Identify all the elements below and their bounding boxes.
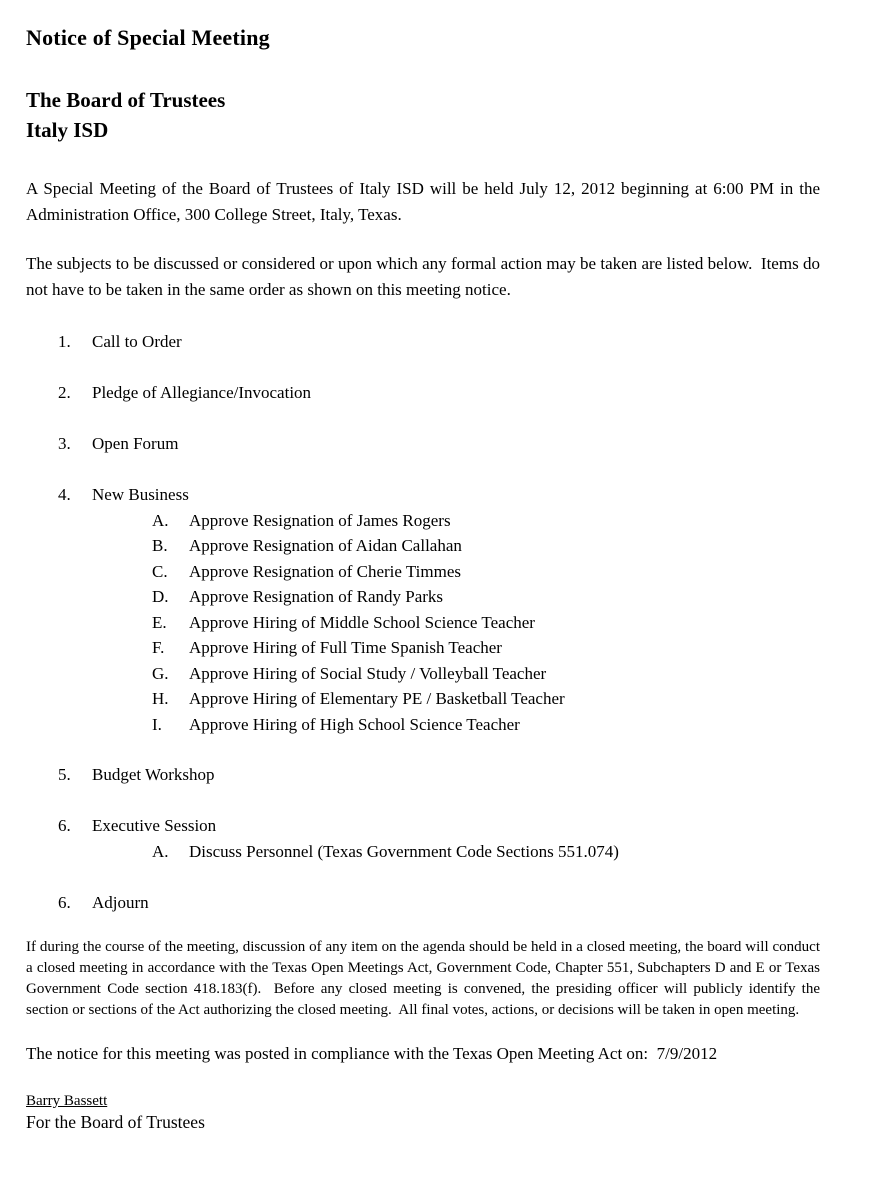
agenda-item-adjourn xyxy=(26,890,820,916)
agenda-subitem-letter: E. xyxy=(152,612,167,632)
agenda-subitem xyxy=(92,559,820,585)
agenda-subitem-text: Approve Resignation of Randy Parks xyxy=(189,587,444,607)
agenda-subitem-text: Approve Hiring of Middle School Science Teacher xyxy=(189,612,535,632)
agenda-subitem xyxy=(92,533,820,559)
agenda-subitem-letter: G. xyxy=(152,663,169,683)
agenda-subitem xyxy=(92,610,820,636)
agenda-item-label: Pledge of Allegiance/Invocation xyxy=(92,382,312,402)
agenda-item-label: Executive Session xyxy=(92,816,217,836)
agenda-item-number: 6. xyxy=(58,892,71,912)
agenda-subitem-text: Approve Resignation of Aidan Callahan xyxy=(189,536,462,556)
agenda-item-number: 5. xyxy=(58,765,71,785)
agenda-item-label: Call to Order xyxy=(92,331,182,351)
agenda-item-call-to-order xyxy=(26,329,820,355)
agenda-item-number: 4. xyxy=(58,484,71,504)
agenda-item-budget-workshop xyxy=(26,762,820,788)
agenda-item-number: 1. xyxy=(58,331,71,351)
agenda-subitem xyxy=(92,635,820,661)
agenda-item-number: 2. xyxy=(58,382,71,402)
organization-header xyxy=(26,85,820,145)
agenda-subitem-letter: D. xyxy=(152,587,169,607)
agenda-item-open-forum xyxy=(26,431,820,457)
signature-block xyxy=(26,1092,820,1134)
agenda-subitem-letter: A. xyxy=(152,510,169,530)
closed-meeting-paragraph: If during the course of the meeting, discussion of any item on the agenda should be held in a closed meeting, the board will conduct a closed meeting in accordance with the Texas Open Meetings Act, Government Code, Chapter 551, Subchapters D and E or Texas Government Code section 418.183(f). Before any closed meeting is convened, the presiding officer will publicly identify the section or sections of the Act authorizing the closed meeting. All final votes, actions, or decisions will be taken in open meeting. xyxy=(26,938,820,1018)
posted-notice-paragraph: The notice for this meeting was posted in compliance with the Texas Open Meeting Act on: 7/9/2012 xyxy=(26,1043,718,1063)
executive-session-sublist xyxy=(92,839,820,865)
agenda-item-label: New Business xyxy=(92,484,189,504)
agenda-subitem-letter: C. xyxy=(152,561,168,581)
agenda-subitem-text: Approve Resignation of James Rogers xyxy=(189,510,451,530)
agenda-list xyxy=(26,329,820,916)
page-title: Notice of Special Meeting xyxy=(26,24,270,50)
agenda-subitem xyxy=(92,661,820,687)
district-name: Italy ISD xyxy=(26,117,109,142)
signature-name: Barry Bassett xyxy=(26,1092,108,1109)
org-name: The Board of Trustees xyxy=(26,87,226,112)
agenda-item-pledge xyxy=(26,380,820,406)
agenda-item-label: Adjourn xyxy=(92,892,149,912)
agenda-subitem-text: Approve Hiring of Elementary PE / Basketball Teacher xyxy=(189,689,565,709)
agenda-item-label: Budget Workshop xyxy=(92,765,215,785)
agenda-subitem-text: Approve Hiring of Full Time Spanish Teacher xyxy=(189,638,502,658)
agenda-subitem-text: Approve Hiring of Social Study / Volleyball Teacher xyxy=(189,663,547,683)
agenda-subitem-letter: A. xyxy=(152,842,169,862)
agenda-subitem xyxy=(92,686,820,712)
agenda-subitem-letter: H. xyxy=(152,689,169,709)
agenda-subitem-text: Approve Hiring of High School Science Teacher xyxy=(189,714,520,734)
agenda-subitem xyxy=(92,508,820,534)
agenda-subitem-text: Approve Resignation of Cherie Timmes xyxy=(189,561,461,581)
agenda-item-label: Open Forum xyxy=(92,433,179,453)
agenda-item-number: 6. xyxy=(58,816,71,836)
signature-role: For the Board of Trustees xyxy=(26,1111,205,1132)
agenda-item-executive-session xyxy=(26,813,820,865)
agenda-subitem xyxy=(92,584,820,610)
agenda-item-number: 3. xyxy=(58,433,71,453)
agenda-subitem-letter: B. xyxy=(152,536,168,556)
agenda-subitem xyxy=(92,712,820,738)
subjects-paragraph: The subjects to be discussed or considered or upon which any formal action may be taken are listed below. Items do not have to be taken in the same order as shown on this meeting notice. xyxy=(26,253,820,299)
agenda-subitem-text: Discuss Personnel (Texas Government Code Sections 551.074) xyxy=(189,842,619,862)
agenda-item-new-business xyxy=(26,482,820,738)
agenda-subitem-letter: F. xyxy=(152,638,165,658)
intro-paragraph: A Special Meeting of the Board of Trustees of Italy ISD will be held July 12, 2012 beginning at 6:00 PM in the Administration Office, 300 College Street, Italy, Texas. xyxy=(26,178,820,224)
agenda-subitem-letter: I. xyxy=(152,714,162,734)
new-business-sublist xyxy=(92,508,820,738)
agenda-subitem xyxy=(92,839,820,865)
